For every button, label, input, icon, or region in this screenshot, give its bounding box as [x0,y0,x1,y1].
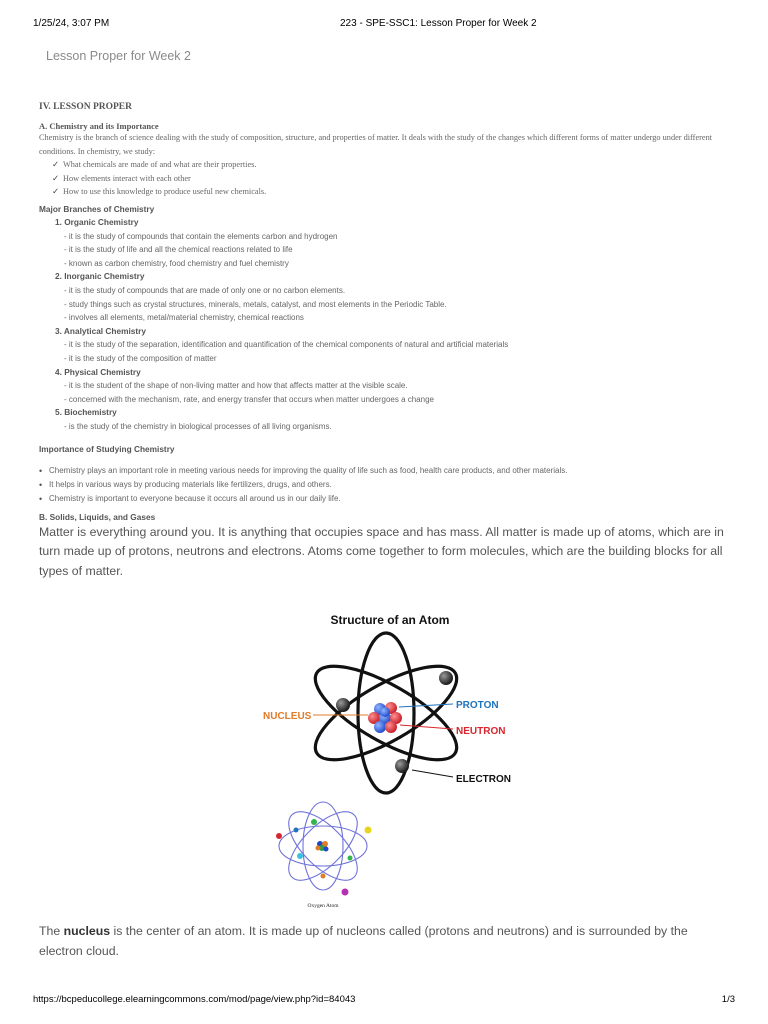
neutron-label: NEUTRON [456,726,506,737]
check-item [52,158,739,172]
branch-point: - it is the study of the composition of matter [64,354,217,364]
print-url: https://bcpeducollege.elearningcommons.com/mod/page/view.php?id=84043 [33,994,356,1005]
print-page-number: 1/3 [721,994,735,1005]
branch-item [55,406,739,433]
print-header [33,18,735,32]
atom-figure-title: Structure of an Atom [330,613,450,627]
branch-point: - concerned with the mechanism, rate, and energy transfer that occurs when matter undergoes a change [64,394,434,404]
checkmark-icon: ✓ [52,187,59,196]
print-footer [33,994,735,1008]
oxygen-atom-caption: Oxygen Atom [307,903,339,909]
lesson-content [39,102,739,581]
branch-point: - it is the student of the shape of non-living matter and how that affects matter at the visible scale. [64,381,408,391]
branch-point: - known as carbon chemistry, food chemistry and fuel chemistry [64,258,289,268]
importance-list [39,464,739,506]
branch-point: - study things such as crystal structures, minerals, metals, catalyst, and most elements in the Periodic Table. [64,299,447,309]
branch-item [55,325,739,366]
oxygen-nucleus-icon [316,841,329,852]
branch-title: 5. Biochemistry [55,407,117,418]
checkmark-icon: ✓ [52,160,59,169]
importance-item: • It helps in various ways by producing materials like fertilizers, drugs, and others. [39,478,739,492]
section-heading: IV. LESSON PROPER [39,102,133,112]
matter-paragraph: Matter is everything around you. It is anything that occupies space and has mass. All matter is made up of atoms, which are in turn made up of protons, neutrons and electrons. Atoms come together to form molecules, which are the building blocks for all types of matter. [39,524,724,578]
oxygen-atom-figure [270,800,385,912]
branch-title: 2. Inorganic Chemistry [55,271,145,282]
proton-label: PROTON [456,700,499,711]
subsection-heading-a: A. Chemistry and its Importance [39,121,159,131]
print-date: 1/25/24, 3:07 PM [33,18,110,29]
check-item [52,172,739,186]
branches-list [55,216,739,434]
nucleus-icon [368,702,402,733]
section-b-heading: B. Solids, Liquids, and Gases [39,511,156,522]
nucleus-para-before: The [39,924,64,938]
check-item-text: How elements interact with each other [62,173,191,183]
check-item-text: What chemicals are made of and what are their properties. [62,160,257,169]
branch-item [55,270,739,324]
branches-heading: Major Branches of Chemistry [39,203,155,214]
branch-point: - involves all elements, metal/material chemistry, chemical reactions [64,313,304,323]
study-checklist [52,158,739,199]
branch-point: - it is the study of the separation, identification and quantification of the chemical components of natural and artificial materials [64,340,509,350]
branch-point: - it is the study of compounds that are made of only one or no carbon elements. [64,286,346,296]
branch-title: 3. Analytical Chemistry [55,325,146,336]
importance-item: • Chemistry is important to everyone because it occurs all around us in our daily life. [39,492,739,506]
lesson-title: Lesson Proper for Week 2 [46,49,191,63]
branch-title: 1. Organic Chemistry [55,217,139,228]
importance-item: • Chemistry plays an important role in meeting various needs for improving the quality of life such as food, health care products, and other materials. [39,464,739,478]
branch-point: - it is the study of life and all the chemical reactions related to life [64,245,293,255]
nucleus-label: NUCLEUS [263,711,312,722]
importance-heading: Importance of Studying Chemistry [39,443,175,454]
branch-item [55,366,739,407]
nucleus-term: nucleus [63,924,111,938]
print-doc-title: 223 - SPE-SSC1: Lesson Proper for Week 2 [340,18,537,29]
nucleus-para-after: is the center of an atom. It is made up of nucleons called (protons and neutrons) and is surrounded by the electron cloud. [39,924,688,958]
branch-point: - is the study of the chemistry in biological processes of all living organisms. [64,422,332,431]
branch-item [55,216,739,270]
chemistry-intro: Chemistry is the branch of science dealing with the study of composition, structure, and properties of matter. It deals with the study of the changes which different forms of matter undergo under different conditions. In chemistry, we study: [39,133,713,156]
check-item [52,185,739,199]
branch-title: 4. Physical Chemistry [55,366,141,377]
atom-structure-figure [260,608,520,803]
nucleus-paragraph [39,922,729,961]
checkmark-icon: ✓ [52,173,59,183]
branch-point: - it is the study of compounds that contain the elements carbon and hydrogen [64,231,338,241]
check-item-text: How to use this knowledge to produce useful new chemicals. [62,187,267,196]
electron-label: ELECTRON [456,774,511,785]
